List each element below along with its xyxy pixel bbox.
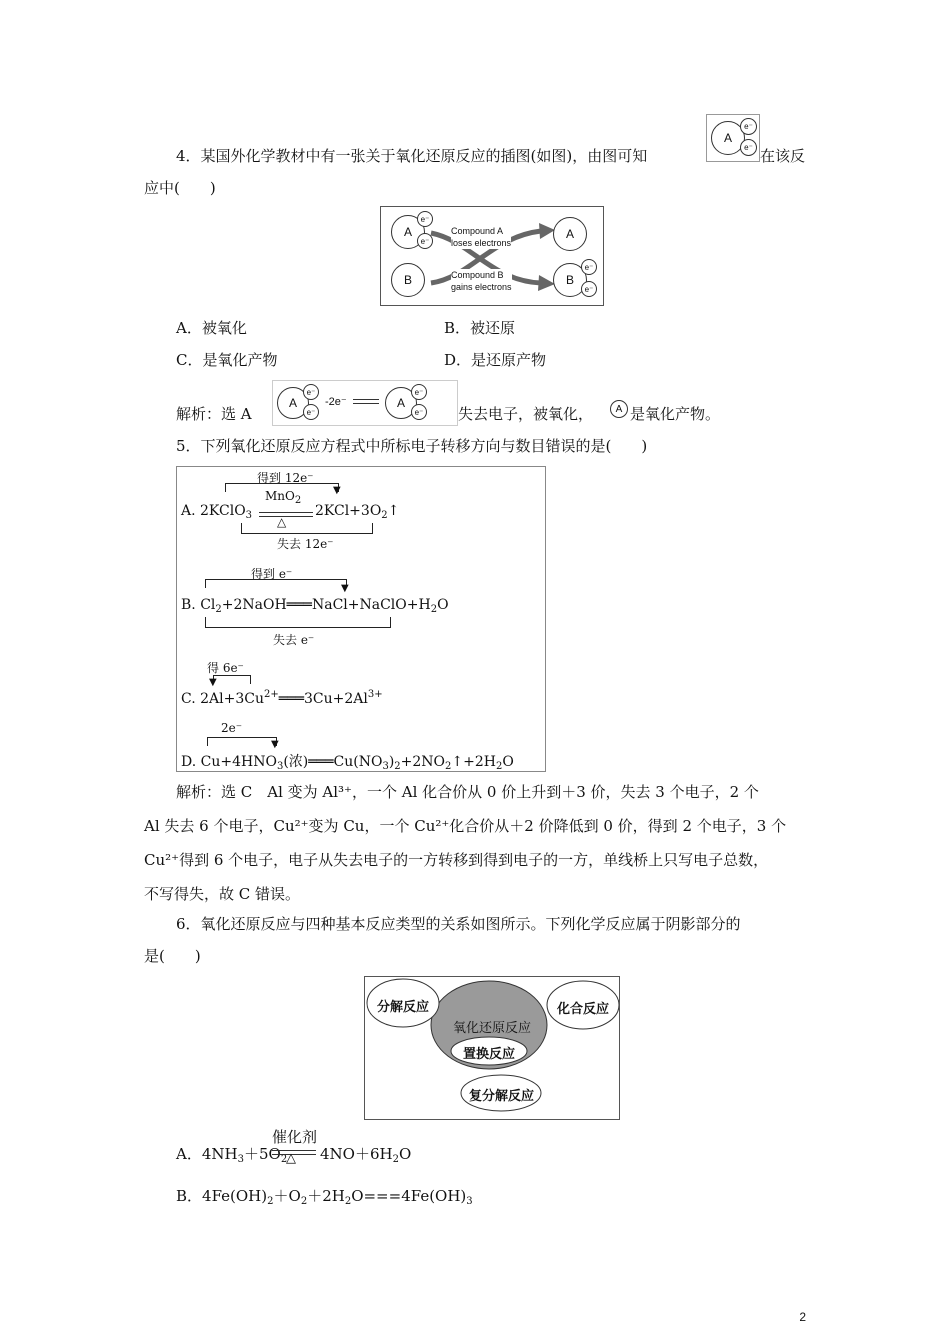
- venn-redox: 氧化还原反应: [453, 1020, 532, 1035]
- eq-electron: [303, 404, 319, 420]
- electron-2: [740, 139, 757, 156]
- q4-option-c: C．是氧化产物: [176, 351, 278, 369]
- fig-electron: [581, 281, 597, 297]
- q5-d-h: ↑+2H: [451, 754, 496, 770]
- gas-up-arrow: ↑: [387, 503, 400, 519]
- subscript: 3: [466, 1196, 473, 1207]
- q6-b-part: O===4Fe(OH): [351, 1187, 467, 1205]
- q4-stem-text: 4．某国外化学教材中有一张关于氧化还原反应的插图(如图)，由图可知: [176, 147, 648, 165]
- venn-double-decomposition: 复分解反应: [469, 1088, 535, 1103]
- subscript: 2: [267, 1196, 274, 1207]
- q4-option-d: D．是还原产物: [444, 351, 547, 369]
- q4-answer-equation: [272, 380, 458, 426]
- q6-a-part: 4NO＋6H: [320, 1145, 393, 1163]
- subscript: 2: [215, 604, 222, 615]
- q5-b-lose-label: 失去 e⁻: [273, 633, 315, 647]
- q5-explanation-3: Cu²⁺得到 6 个电子，电子从失去电子的一方转移到得到电子的一方，单线桥上只写电子总数，: [144, 851, 769, 869]
- subscript: 2: [394, 761, 401, 772]
- atom-label: A: [403, 225, 412, 239]
- q5-a-gain-arrowhead: ▼: [333, 485, 341, 496]
- eq-electron: [303, 384, 319, 400]
- q5-explanation-2: Al 失去 6 个电子，Cu²⁺变为 Cu，一个 Cu²⁺化合价从＋2 价降低到 0 价，得到 2 个电子，3 个: [144, 817, 787, 835]
- electron-label: e⁻: [584, 262, 594, 272]
- q5-d-mid: (浓)═══Cu(NO: [283, 754, 383, 770]
- q4-answer-end: 是氧化产物。: [630, 405, 721, 423]
- page-number: 2: [799, 1310, 806, 1324]
- subscript: 2: [294, 495, 302, 506]
- electron-label: e⁻: [420, 214, 430, 224]
- fig-electron: [581, 259, 597, 275]
- q5-c-gain-label: 得 6e⁻: [207, 661, 244, 675]
- q5-b-gain-arrowhead: ▼: [341, 583, 349, 594]
- superscript: 3+: [367, 689, 383, 700]
- q5-b-rest: +2NaOH═══NaCl+NaClO+H: [221, 597, 431, 613]
- q4-stem-line1: [176, 146, 647, 166]
- q5-d-reactant: D. Cu+4HNO: [181, 754, 277, 770]
- q6-stem-2: 是( ): [144, 947, 201, 965]
- subscript: 3: [245, 510, 253, 521]
- electron-label: e⁻: [414, 407, 424, 417]
- atom-label: B: [403, 273, 412, 287]
- q4-stem-tail: 应中( ): [144, 179, 216, 197]
- subscript: 2: [300, 1196, 308, 1207]
- q5-d-equation: [181, 751, 514, 772]
- atom-label: A: [565, 227, 574, 241]
- q5-b-equation: [181, 597, 449, 615]
- compound-b-caption: [451, 269, 512, 293]
- q5-a-equation: [181, 503, 252, 521]
- venn-combination: 化合反应: [557, 1001, 610, 1016]
- compound-a-line1: Compound A: [451, 226, 504, 236]
- q6-stem-1: 6．氧化还原反应与四种基本反应类型的关系如图所示。下列化学反应属于阴影部分的: [176, 915, 741, 933]
- q5-a-catalyst: [265, 489, 301, 506]
- q5-a-products: [315, 503, 399, 521]
- subscript: 3: [237, 1154, 244, 1165]
- atom-label: A: [615, 403, 623, 415]
- venn-decomposition: 分解反应: [377, 999, 430, 1014]
- q5-c-equation: [181, 689, 383, 707]
- q5-d-bracket: [207, 737, 277, 746]
- q5-b-reactant: B. Cl: [181, 597, 216, 613]
- q4-answer-mid: 失去电子，被氧化，: [458, 405, 594, 423]
- venn-replacement: 置换反应: [463, 1046, 516, 1061]
- q4-answer-prefix: 解析：选 A: [176, 405, 252, 423]
- q5-c-bracket: [213, 675, 251, 684]
- subscript: 2: [280, 1154, 288, 1165]
- q5-explanation-4: 不写得失，故 C 错误。: [144, 885, 301, 903]
- q5-b-o: O: [437, 597, 449, 613]
- q6-a-part: ＋5O: [243, 1145, 281, 1163]
- subscript: 2: [344, 1196, 352, 1207]
- q6-b-part: ＋O: [273, 1187, 301, 1205]
- q5-a-product-text: 2KCl+3O: [315, 503, 382, 519]
- eq-electron: [411, 384, 427, 400]
- electron-label: e⁻: [744, 143, 753, 152]
- q6-option-a: [176, 1144, 287, 1170]
- q6-b-part: ＋2H: [307, 1187, 345, 1205]
- atom-label: A: [288, 396, 297, 410]
- compound-a-caption: [451, 225, 511, 249]
- subscript: 2: [496, 761, 503, 772]
- q5-d-arrowhead: ▼: [271, 739, 279, 750]
- q5-c-reactant: C. 2Al+3Cu: [181, 691, 264, 707]
- electron-label: e⁻: [306, 407, 316, 417]
- q5-b-gain-label: 得到 e⁻: [251, 567, 293, 581]
- q5-a-lose-bracket: [241, 523, 373, 534]
- fig-atom-b-left: [391, 263, 425, 297]
- q5-c-arrowhead: ▼: [209, 677, 217, 688]
- q5-stem: 5．下列氧化还原反应方程式中所标电子转移方向与数目错误的是( ): [176, 437, 648, 455]
- eq-double-bar: [353, 399, 379, 404]
- q5-d-paren: ): [388, 754, 395, 770]
- q4-option-a: A．被氧化: [176, 319, 247, 337]
- electron-label: e⁻: [306, 387, 316, 397]
- q6-venn-diagram: [364, 976, 620, 1120]
- electron-label: e⁻: [744, 122, 753, 131]
- q6-a-part: A．4NH: [176, 1145, 238, 1163]
- q6-a-catalyst: 催化剂: [272, 1128, 318, 1146]
- electron-label: e⁻: [420, 236, 430, 246]
- q5-a-lose-label: 失去 12e⁻: [277, 537, 334, 551]
- q4-answer-atom-a: [610, 400, 628, 418]
- q4-option-b: B．被还原: [444, 319, 516, 337]
- q5-d-e-label: 2e⁻: [221, 721, 243, 735]
- electron-1: [740, 118, 757, 135]
- subscript: 2: [445, 761, 452, 772]
- eq-minus-electrons: -2e⁻: [325, 396, 347, 408]
- subscript: 2: [392, 1154, 399, 1165]
- q6-option-b: [176, 1186, 473, 1212]
- q5-a-reactant: A. 2KClO: [181, 503, 246, 519]
- q5-c-rest: ═══3Cu+2Al: [278, 691, 368, 707]
- compound-a-line2: loses electrons: [451, 238, 512, 248]
- compound-b-line1: Compound B: [451, 270, 504, 280]
- subscript: 2: [381, 510, 388, 521]
- electron-label: e⁻: [414, 387, 424, 397]
- q4-stem-line2: [144, 178, 216, 198]
- compound-b-line2: gains electrons: [451, 282, 512, 292]
- subscript: 2: [430, 604, 438, 615]
- electron-label: e⁻: [584, 284, 594, 294]
- catalyst-text: MnO: [265, 489, 295, 503]
- q5-equations-figure: [176, 466, 546, 772]
- q5-explanation-1: 解析：选 C Al 变为 Al³⁺，一个 Al 化合价从 0 价上升到＋3 价，失去 3 个电子，2 个: [176, 783, 759, 801]
- q6-a-heat: △: [286, 1151, 296, 1166]
- eq-electron: [411, 404, 427, 420]
- subscript: 3: [382, 761, 389, 772]
- atom-a-label: A: [723, 131, 732, 145]
- q4-stem-line1-end: [760, 146, 805, 166]
- q4-inline-figure: [706, 114, 760, 162]
- subscript: 3: [276, 761, 284, 772]
- q5-a-gain-label: 得到 12e⁻: [257, 471, 314, 485]
- q6-a-part: O: [398, 1145, 412, 1163]
- q5-a-heat: △: [277, 515, 287, 529]
- q5-b-lose-bracket: [205, 617, 391, 628]
- q5-d-o: O: [502, 754, 514, 770]
- fig-atom-a-right: [553, 217, 587, 251]
- q5-d-no2: +2NO: [400, 754, 446, 770]
- atom-label: A: [396, 396, 405, 410]
- q6-b-part: B．4Fe(OH): [176, 1187, 268, 1205]
- q4-electron-figure: [380, 206, 604, 306]
- q6-a-products: [320, 1144, 411, 1170]
- q5-b-gain-bracket: [205, 579, 347, 588]
- atom-label: B: [565, 273, 574, 287]
- superscript: 2+: [263, 689, 279, 700]
- q4-stem-end: 在该反: [760, 147, 806, 165]
